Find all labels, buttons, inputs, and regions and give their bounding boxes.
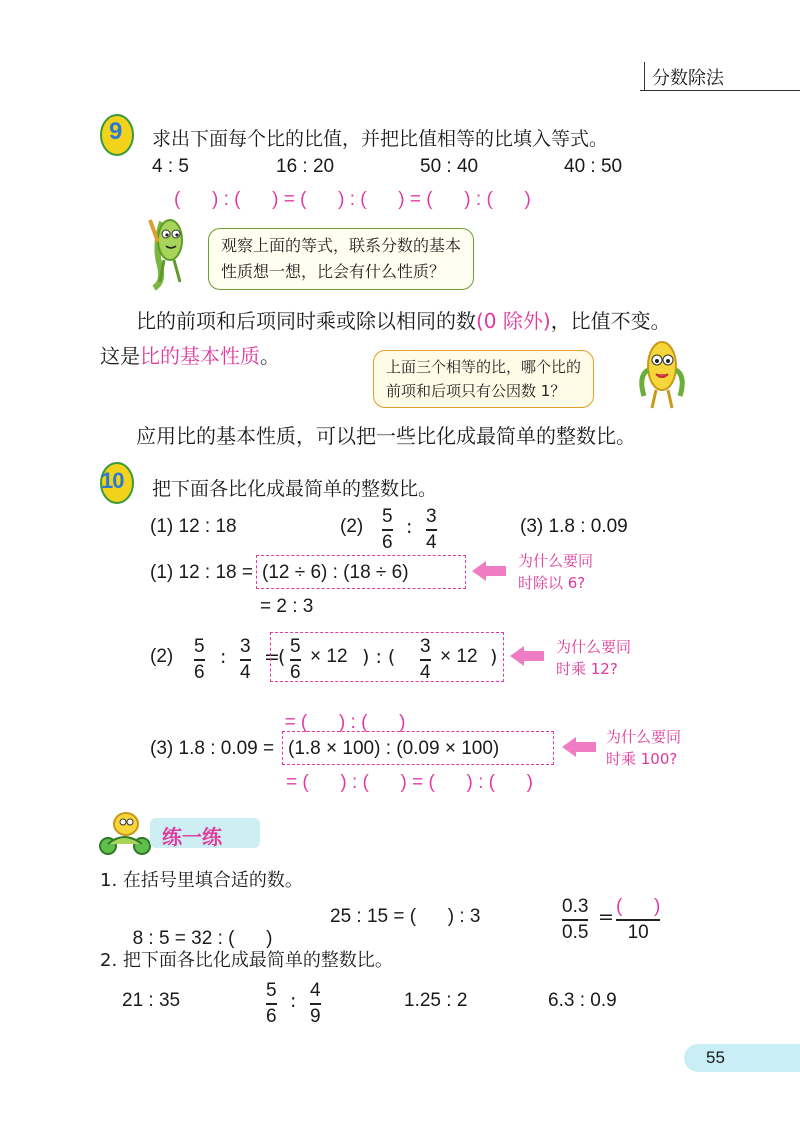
fraction-numerator: 3 — [420, 636, 431, 657]
fraction-denominator: 9 — [310, 1005, 321, 1027]
practice-q1-b[interactable]: 25 : 15 = ( ) : 3 — [330, 906, 481, 927]
hint-bubble-line-2: 性质想一想，比会有什么性质？ — [221, 262, 446, 281]
practice-q2-d: 6.3 : 0.9 — [548, 990, 617, 1011]
fraction-denominator: 4 — [426, 531, 437, 553]
hint-bubble2-line-2: 前项和后项只有公因数 1？ — [386, 382, 566, 400]
practice-q2-b-fraction-1 — [266, 980, 277, 1028]
arrow-shaft — [486, 566, 506, 576]
solution-2-inner-fraction-b — [420, 636, 431, 684]
fraction-numerator: 5 — [290, 636, 301, 657]
solution-2-inner-fraction-a — [290, 636, 301, 684]
arrow-icon — [510, 646, 524, 666]
page-number: 55 — [706, 1048, 725, 1067]
hint-bubble-coprime — [373, 350, 594, 408]
solution-2-fraction-b — [240, 636, 251, 684]
solution-2-fraction-a — [194, 636, 205, 684]
solution-3-blank[interactable]: = ( ) : ( ) = ( ) : ( ) — [286, 772, 534, 793]
hint-bubble2-line-1: 上面三个相等的比，哪个比的 — [386, 358, 582, 376]
practice-q2: 2. 把下面各比化成最简单的整数比。 — [100, 950, 393, 971]
ratio-2: 16 : 20 — [276, 156, 335, 177]
fraction-numerator: 0.3 — [562, 896, 589, 917]
solution-1-left: (1) 12 : 18 = — [150, 562, 253, 583]
pea-character-icon — [140, 216, 196, 292]
fraction-denominator: 0.5 — [562, 921, 589, 943]
note-2-line-2: 时乘 12? — [556, 660, 618, 678]
corn-character-icon — [630, 336, 690, 412]
property-text-a: 比的前项和后项同时乘或除以相同的数 — [136, 309, 476, 333]
paren-close-colon: ) : ( — [362, 646, 396, 668]
ratio-1: 4 : 5 — [152, 156, 189, 177]
practice-q1-c-right[interactable] — [616, 896, 660, 944]
solution-2-label: (2) — [150, 646, 174, 667]
fraction-numerator: 4 — [310, 980, 321, 1001]
application-sentence: 应用比的基本性质，可以把一些比化成最简单的整数比。 — [136, 424, 636, 448]
page-number-tab — [684, 1044, 800, 1072]
exercise-10-instruction: 把下面各比化成最简单的整数比。 — [152, 478, 438, 500]
note-1-line-2: 时除以 6? — [518, 574, 586, 592]
property-def-a: 这是 — [100, 344, 140, 368]
exercise-9-number: 9 — [109, 118, 123, 145]
note-3 — [606, 726, 681, 770]
paren-open: ( — [278, 646, 286, 668]
fraction-numerator: 3 — [240, 636, 251, 657]
property-def-end: 。 — [260, 344, 280, 368]
practice-q2-c: 1.25 : 2 — [404, 990, 468, 1011]
equals-sign: = — [598, 906, 614, 928]
arrow-shaft — [576, 742, 596, 752]
exercise-9-instruction: 求出下面每个比的比值，并把比值相等的比填入等式。 — [152, 128, 609, 150]
solution-1-result: = 2 : 3 — [260, 596, 314, 617]
practice-title: 练一练 — [162, 825, 222, 849]
property-sentence — [136, 305, 671, 334]
fraction-denominator: 10 — [627, 921, 649, 943]
ratio-colon: : — [406, 516, 413, 538]
hint-bubble-properties — [208, 228, 474, 290]
note-3-line-1: 为什么要同 — [606, 728, 682, 746]
header-rule — [640, 90, 800, 91]
header-divider — [644, 62, 645, 90]
ratio-colon: : — [220, 646, 227, 668]
section-title: 分数除法 — [652, 68, 724, 89]
motorbike-mascot-icon — [96, 810, 156, 856]
note-1 — [518, 550, 593, 594]
equals-sign: = — [264, 646, 280, 668]
fraction-denominator: 6 — [266, 1005, 277, 1027]
fraction-numerator: 3 — [426, 506, 437, 527]
ratio-4: 40 : 50 — [564, 156, 623, 177]
exercise-10-number: 10 — [101, 468, 124, 493]
solution-2-blank[interactable] — [274, 690, 405, 734]
ratio-3: 50 : 40 — [420, 156, 479, 177]
solution-2-times-a: × 12 — [310, 646, 348, 667]
problem-2-label: (2) — [340, 516, 364, 537]
fraction-numerator: 5 — [194, 636, 205, 657]
practice-q1-c-left — [562, 896, 588, 944]
note-3-line-2: 时乘 100? — [606, 750, 678, 768]
practice-q1: 1. 在括号里填合适的数。 — [100, 870, 303, 891]
practice-q1-a[interactable] — [122, 906, 272, 950]
fraction-denominator: 6 — [290, 661, 301, 683]
ratio-equality-blanks[interactable]: ( ) : ( ) = ( ) : ( ) = ( ) : ( ) — [174, 189, 531, 210]
paren-close: ) — [490, 646, 498, 668]
ratio-colon: : — [290, 990, 297, 1012]
problem-2-fraction-b — [426, 506, 437, 554]
problem-2-fraction-a — [382, 506, 393, 554]
solution-3-left: (3) 1.8 : 0.09 = — [150, 738, 275, 759]
solution-1-expression: (12 ÷ 6) : (18 ÷ 6) — [262, 562, 409, 583]
fraction-denominator: 6 — [382, 531, 393, 553]
fraction-denominator: 4 — [420, 661, 431, 683]
property-text-exception: (0 除外) — [476, 309, 551, 333]
fraction-numerator: 5 — [266, 980, 277, 1001]
solution-3-expression: (1.8 × 100) : (0.09 × 100) — [288, 738, 500, 759]
solution-2-blank-text[interactable]: = ( ) : ( ) — [284, 712, 406, 733]
arrow-icon — [472, 561, 486, 581]
fraction-denominator: 4 — [240, 661, 251, 683]
practice-q1-a-text[interactable]: 8 : 5 = 32 : ( ) — [132, 928, 273, 949]
hint-bubble-line-1: 观察上面的等式，联系分数的基本 — [221, 236, 462, 255]
arrow-shaft — [524, 651, 544, 661]
property-definition — [100, 340, 280, 369]
problem-1: (1) 12 : 18 — [150, 516, 237, 537]
problem-3: (3) 1.8 : 0.09 — [520, 516, 628, 537]
practice-q2-b-fraction-2 — [310, 980, 321, 1028]
note-2 — [556, 636, 631, 680]
practice-q2-a: 21 : 35 — [122, 990, 181, 1011]
property-def-term: 比的基本性质 — [140, 344, 260, 368]
fraction-denominator: 6 — [194, 661, 205, 683]
note-1-line-1: 为什么要同 — [518, 552, 594, 570]
fraction-numerator-blank[interactable]: ( ) — [616, 896, 661, 917]
arrow-icon — [562, 737, 576, 757]
solution-2-times-b: × 12 — [440, 646, 478, 667]
fraction-numerator: 5 — [382, 506, 393, 527]
note-2-line-1: 为什么要同 — [556, 638, 632, 656]
property-text-c: ，比值不变。 — [550, 309, 671, 333]
